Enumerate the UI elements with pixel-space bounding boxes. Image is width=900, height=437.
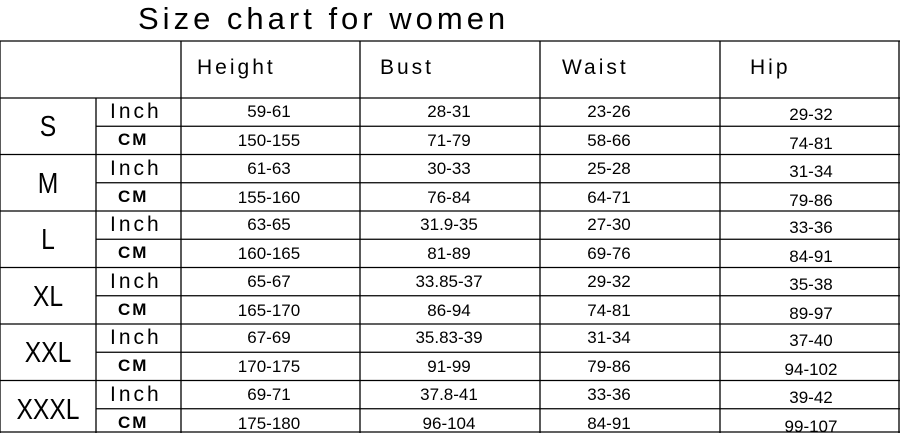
table-cell-inch: 37-40 [789,331,833,350]
header-waist: Waist [562,56,629,79]
table-cell-inch: 33-36 [789,218,833,237]
title-text: Size chart for women [138,1,510,36]
table-cell-inch: 29-32 [789,105,833,124]
table-cell-cm: 165-170 [237,300,301,320]
unit-label-cm: CM [118,243,149,263]
table-cell-cm: 175-180 [237,413,301,433]
table-cell-inch: 29-32 [587,271,631,291]
table-cell-cm: 69-76 [587,244,631,264]
table-cell-cm: 76-84 [427,187,471,207]
unit-label-cm: CM [118,356,149,376]
table-cell-inch: 31.9-35 [420,215,478,234]
table-cell-cm: 71-79 [427,131,471,151]
table-cell-cm: 99-107 [784,416,838,436]
table-cell-cm: 155-160 [237,187,301,207]
table-cell-cm: 58-66 [587,131,631,151]
table-cell-cm: 160-165 [237,244,301,264]
unit-label-inch: Inch [110,382,162,406]
table-cell-cm: 89-97 [789,303,833,323]
table-cell-inch: 33.85-37 [415,271,483,291]
table-cell-inch: 23-26 [587,102,631,121]
table-cell-inch: 59-61 [247,102,291,121]
size-label: XXL [24,337,72,369]
table-cell-inch: 31-34 [789,161,833,181]
table-cell-inch: 35.83-39 [415,328,483,347]
table-cell-inch: 35-38 [789,274,833,294]
table-cell-cm: 79-86 [587,357,631,377]
table-cell-inch: 61-63 [247,158,291,178]
table-cell-cm: 81-89 [427,244,471,264]
table-cell-cm: 84-91 [587,413,631,433]
unit-label-cm: CM [118,186,149,206]
table-cell-cm: 170-175 [237,357,301,377]
size-label: L [41,224,55,256]
page-title [0,0,900,42]
header-hip: Hip [750,56,791,79]
table-cell-cm: 64-71 [587,187,631,207]
table-cell-inch: 31-34 [587,328,631,347]
table-cell-inch: 39-42 [789,387,833,407]
table-cell-inch: 67-69 [247,328,291,347]
unit-label-cm: CM [118,412,149,432]
table-cell-cm: 86-94 [427,300,471,320]
header-height: Height [197,56,276,79]
table-cell-cm: 96-104 [422,413,476,433]
table-cell-inch: 33-36 [587,384,631,404]
size-label: XL [32,280,64,313]
table-cell-cm: 150-155 [237,131,301,151]
table-cell-inch: 63-65 [247,215,291,234]
unit-label-cm: CM [118,130,149,150]
size-label: XXXL [16,393,80,426]
table-cell-inch: 37.8-41 [420,384,478,404]
header-bust: Bust [380,56,435,79]
unit-label-inch: Inch [110,326,162,349]
size-label: M [37,167,59,200]
table-cell-inch: 65-67 [247,271,291,291]
table-cell-inch: 30-33 [427,158,471,178]
table-cell-inch: 27-30 [587,215,631,234]
unit-label-inch: Inch [110,213,162,236]
table-cell-cm: 91-99 [427,357,471,377]
table-cell-inch: 25-28 [587,158,631,178]
table-cell-cm: 84-91 [789,247,833,267]
table-cell-cm: 74-81 [587,300,631,320]
table-cell-cm: 74-81 [789,134,833,154]
unit-label-inch: Inch [110,100,162,123]
unit-label-inch: Inch [110,269,162,293]
table-cell-cm: 79-86 [789,190,833,210]
table-cell-inch: 28-31 [427,102,471,121]
table-cell-cm: 94-102 [784,360,838,380]
unit-label-cm: CM [118,299,149,319]
table-cell-inch: 69-71 [247,384,291,404]
size-label: S [39,111,57,143]
unit-label-inch: Inch [110,156,162,180]
